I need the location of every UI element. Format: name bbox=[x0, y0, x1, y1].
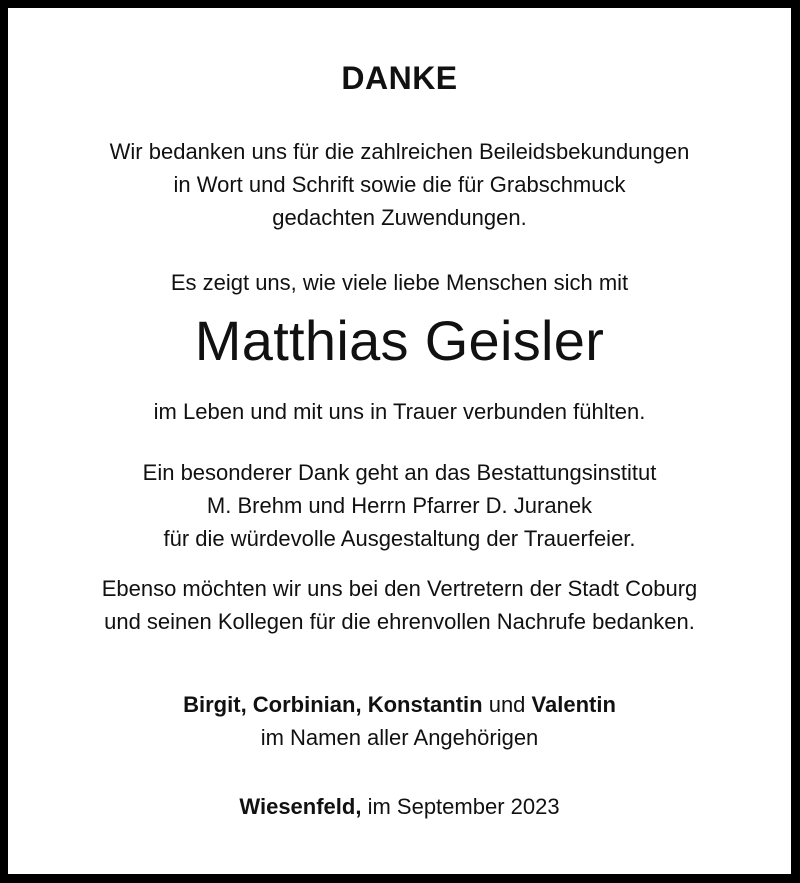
signature-name: Corbinian bbox=[252, 692, 356, 717]
lead-out-line: im Leben und mit uns in Trauer verbunden fühlten. bbox=[153, 399, 646, 424]
signature-names bbox=[8, 688, 791, 721]
intro-line: in Wort und Schrift sowie die für Grabschmuck bbox=[173, 172, 626, 197]
intro-line: gedachten Zuwendungen. bbox=[272, 205, 527, 230]
notice-title: DANKE bbox=[341, 60, 458, 96]
special-thanks-line: für die würdevolle Ausgestaltung der Trauerfeier. bbox=[163, 526, 636, 551]
special-thanks-paragraph bbox=[8, 456, 791, 555]
lead-in-line: Es zeigt uns, wie viele liebe Menschen sich mit bbox=[170, 270, 629, 295]
signature-name: Konstantin bbox=[367, 692, 483, 717]
signature-separator: , bbox=[240, 692, 253, 717]
intro-line: Wir bedanken uns für die zahlreichen Beileidsbekundungen bbox=[109, 139, 690, 164]
place: Wiesenfeld, bbox=[239, 794, 362, 819]
colleagues-paragraph bbox=[8, 572, 791, 638]
special-thanks-line: Ein besonderer Dank geht an das Bestattungsinstitut bbox=[142, 460, 657, 485]
signature-conjunction: und bbox=[482, 692, 532, 717]
signature-name: Valentin bbox=[531, 692, 616, 717]
signature-block bbox=[8, 688, 791, 754]
notice-card bbox=[8, 8, 791, 874]
deceased-name: Matthias Geisler bbox=[194, 309, 605, 372]
signature-separator: , bbox=[355, 692, 368, 717]
colleagues-line: und seinen Kollegen für die ehrenvollen Nachrufe bedanken. bbox=[104, 609, 695, 634]
signature-name: Birgit bbox=[183, 692, 241, 717]
colleagues-line: Ebenso möchten wir uns bei den Vertretern der Stadt Coburg bbox=[101, 576, 698, 601]
intro-paragraph bbox=[8, 135, 791, 234]
special-thanks-line: M. Brehm und Herrn Pfarrer D. Juranek bbox=[206, 493, 593, 518]
place-date-line bbox=[8, 790, 791, 823]
signature-subline: im Namen aller Angehörigen bbox=[260, 725, 539, 750]
date: im September 2023 bbox=[361, 794, 560, 819]
